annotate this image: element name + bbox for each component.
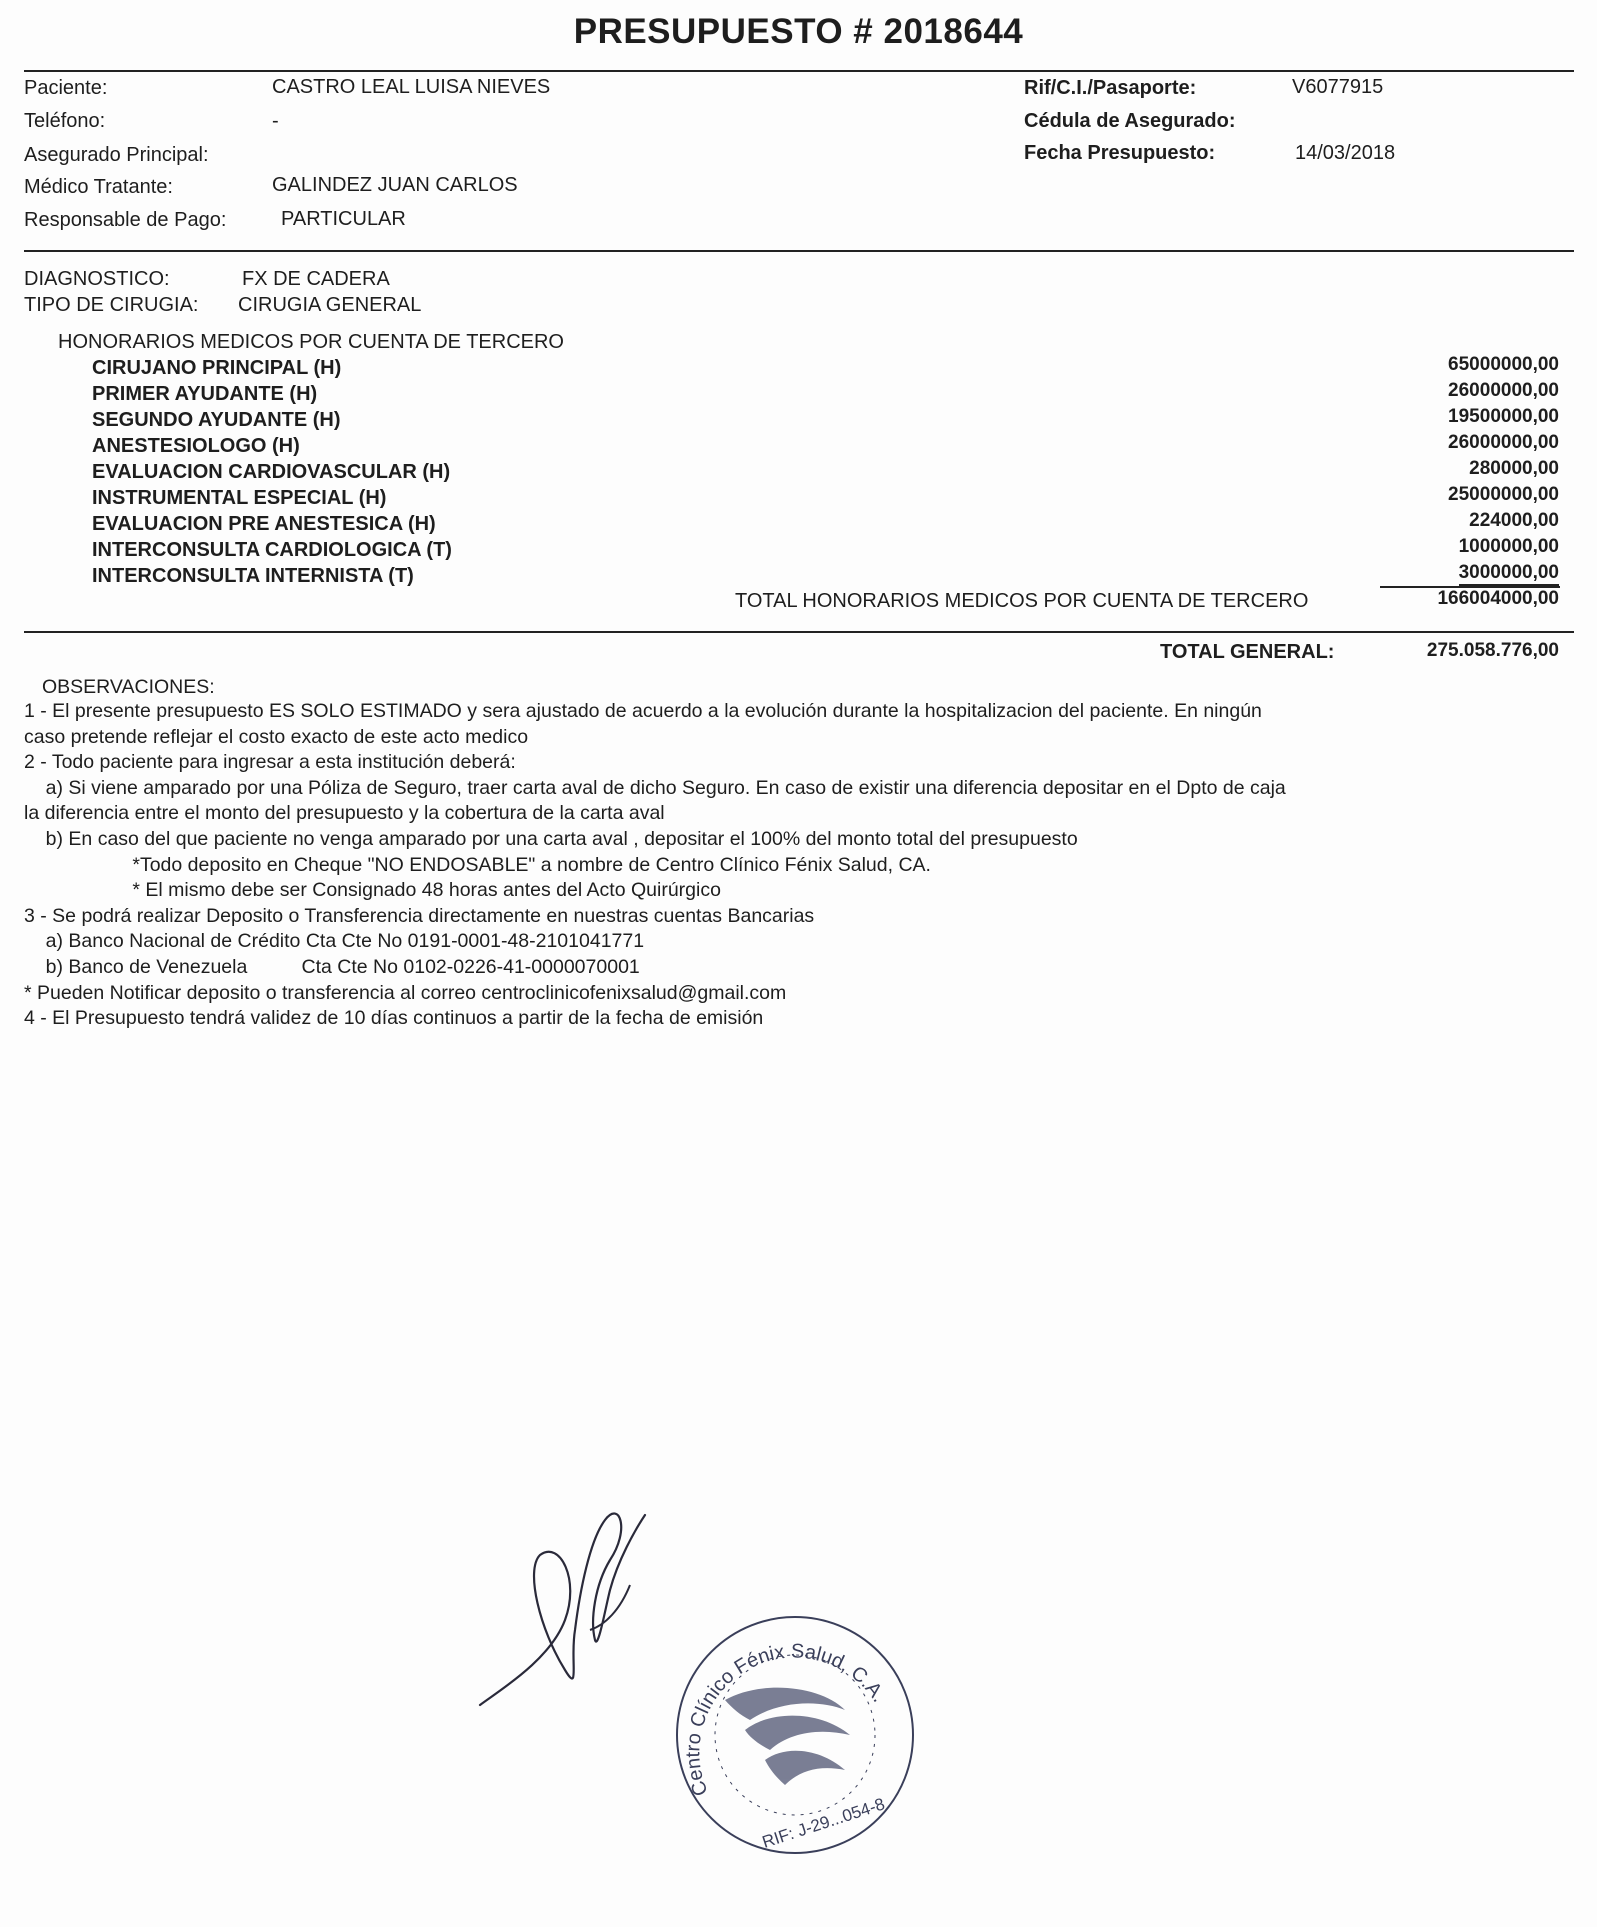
obs-line: a) Banco Nacional de Crédito Cta Cte No 0191-0001-48-2101041771: [24, 930, 645, 953]
medico-label: Médico Tratante:: [24, 176, 173, 198]
fee-amount: 26000000,00: [1448, 380, 1559, 401]
fee-item: INTERCONSULTA CARDIOLOGICA (T): [92, 539, 452, 561]
fee-amount: 26000000,00: [1448, 432, 1559, 453]
paciente-value: CASTRO LEAL LUISA NIEVES: [272, 76, 551, 98]
section-rule: [24, 250, 1574, 252]
phoenix-logo-icon: [725, 1688, 850, 1785]
responsable-value: PARTICULAR: [281, 208, 406, 230]
fecha-label: Fecha Presupuesto:: [1024, 142, 1216, 164]
obs-line: 4 - El Presupuesto tendrá validez de 10 días continuos a partir de la fecha de emisión: [24, 1007, 764, 1030]
fee-amount: 25000000,00: [1448, 484, 1559, 505]
observaciones: [42, 675, 1502, 701]
paciente-label: Paciente:: [24, 77, 108, 99]
diagnostico-label: DIAGNOSTICO:: [24, 268, 170, 290]
tipo-cirugia-label: TIPO DE CIRUGIA:: [24, 294, 199, 316]
fee-amount: 3000000,00: [1459, 562, 1559, 586]
obs-line: b) Banco de Venezuela Cta Cte No 0102-0226-41-0000070001: [24, 955, 640, 978]
obs-line: 2 - Todo paciente para ingresar a esta institución deberá:: [24, 751, 516, 774]
rif-label: Rif/C.I./Pasaporte:: [1024, 77, 1197, 99]
fee-item: INSTRUMENTAL ESPECIAL (H): [92, 487, 387, 509]
observaciones-lines: [24, 699, 1564, 1032]
total-rule: [24, 631, 1574, 633]
signature: [470, 1460, 670, 1720]
obs-line: * Pueden Notificar deposito o transferencia al correo centroclinicofenixsalud@gmail.com: [24, 981, 787, 1004]
obs-line: * El mismo debe ser Consignado 48 horas antes del Acto Quirúrgico: [24, 879, 721, 902]
medico-value: GALINDEZ JUAN CARLOS: [272, 174, 518, 196]
observaciones-heading: OBSERVACIONES:: [42, 676, 215, 698]
fee-item: ANESTESIOLOGO (H): [92, 435, 300, 457]
obs-line: 1 - El presente presupuesto ES SOLO ESTIMADO y sera ajustado de acuerdo a la evolución durante la hospitalizacion del paciente. En ningún: [24, 700, 1262, 722]
stamp-rif: RIF: J-29...054-8: [759, 1794, 888, 1852]
fee-item: EVALUACION CARDIOVASCULAR (H): [92, 461, 451, 483]
fee-amount: 280000,00: [1469, 458, 1559, 479]
fee-amount: 65000000,00: [1448, 354, 1559, 375]
fee-item: PRIMER AYUDANTE (H): [92, 383, 318, 405]
fee-item: CIRUJANO PRINCIPAL (H): [92, 357, 342, 379]
telefono-value: -: [272, 110, 279, 132]
responsable-label: Responsable de Pago:: [24, 209, 227, 231]
diagnostico-value: FX DE CADERA: [242, 268, 390, 290]
tipo-cirugia-value: CIRUGIA GENERAL: [238, 294, 422, 316]
telefono-label: Teléfono:: [24, 110, 106, 132]
rif-value: V6077915: [1292, 76, 1384, 98]
total-general-label: TOTAL GENERAL:: [1160, 641, 1335, 663]
fee-item: EVALUACION PRE ANESTESICA (H): [92, 513, 436, 535]
total-honorarios-label: TOTAL HONORARIOS MEDICOS POR CUENTA DE TERCERO: [735, 590, 1309, 612]
header-rule: [24, 70, 1574, 72]
obs-line: la diferencia entre el monto del presupuesto y la cobertura de la carta aval: [24, 802, 665, 825]
total-general-value: 275.058.776,00: [1426, 640, 1559, 661]
asegurado-label: Asegurado Principal:: [24, 144, 209, 166]
fee-amount: 1000000,00: [1458, 536, 1559, 557]
fee-item: INTERCONSULTA INTERNISTA (T): [92, 565, 414, 587]
obs-line: 3 - Se podrá realizar Deposito o Transferencia directamente en nuestras cuentas Bancarias: [24, 904, 815, 927]
obs-line: a) Si viene amparado por una Póliza de Seguro, traer carta aval de dicho Seguro. En caso de existir una diferencia depositar en el Dpto de caja: [24, 776, 1286, 799]
fecha-value: 14/03/2018: [1295, 142, 1396, 164]
stamp-text: Centro Clínico Fénix Salud, C.A.: [682, 1640, 891, 1799]
fee-item: SEGUNDO AYUDANTE (H): [92, 409, 341, 431]
total-honorarios-value: 166004000,00: [1437, 588, 1559, 609]
fee-amount: 224000,00: [1469, 510, 1559, 531]
honorarios-heading: HONORARIOS MEDICOS POR CUENTA DE TERCERO: [58, 331, 564, 353]
obs-line: b) En caso del que paciente no venga amparado por una carta aval , depositar el 100% del monto total del presupuesto: [24, 827, 1078, 850]
fee-amount: 19500000,00: [1448, 406, 1559, 427]
obs-line: *Todo deposito en Cheque "NO ENDOSABLE" a nombre de Centro Clínico Fénix Salud, CA.: [24, 853, 931, 876]
page-title: PRESUPUESTO # 2018644: [573, 12, 1024, 51]
cedula-label: Cédula de Asegurado:: [1024, 110, 1236, 132]
obs-line: caso pretende reflejar el costo exacto de este acto medico: [24, 725, 529, 748]
company-stamp: [670, 1610, 920, 1860]
